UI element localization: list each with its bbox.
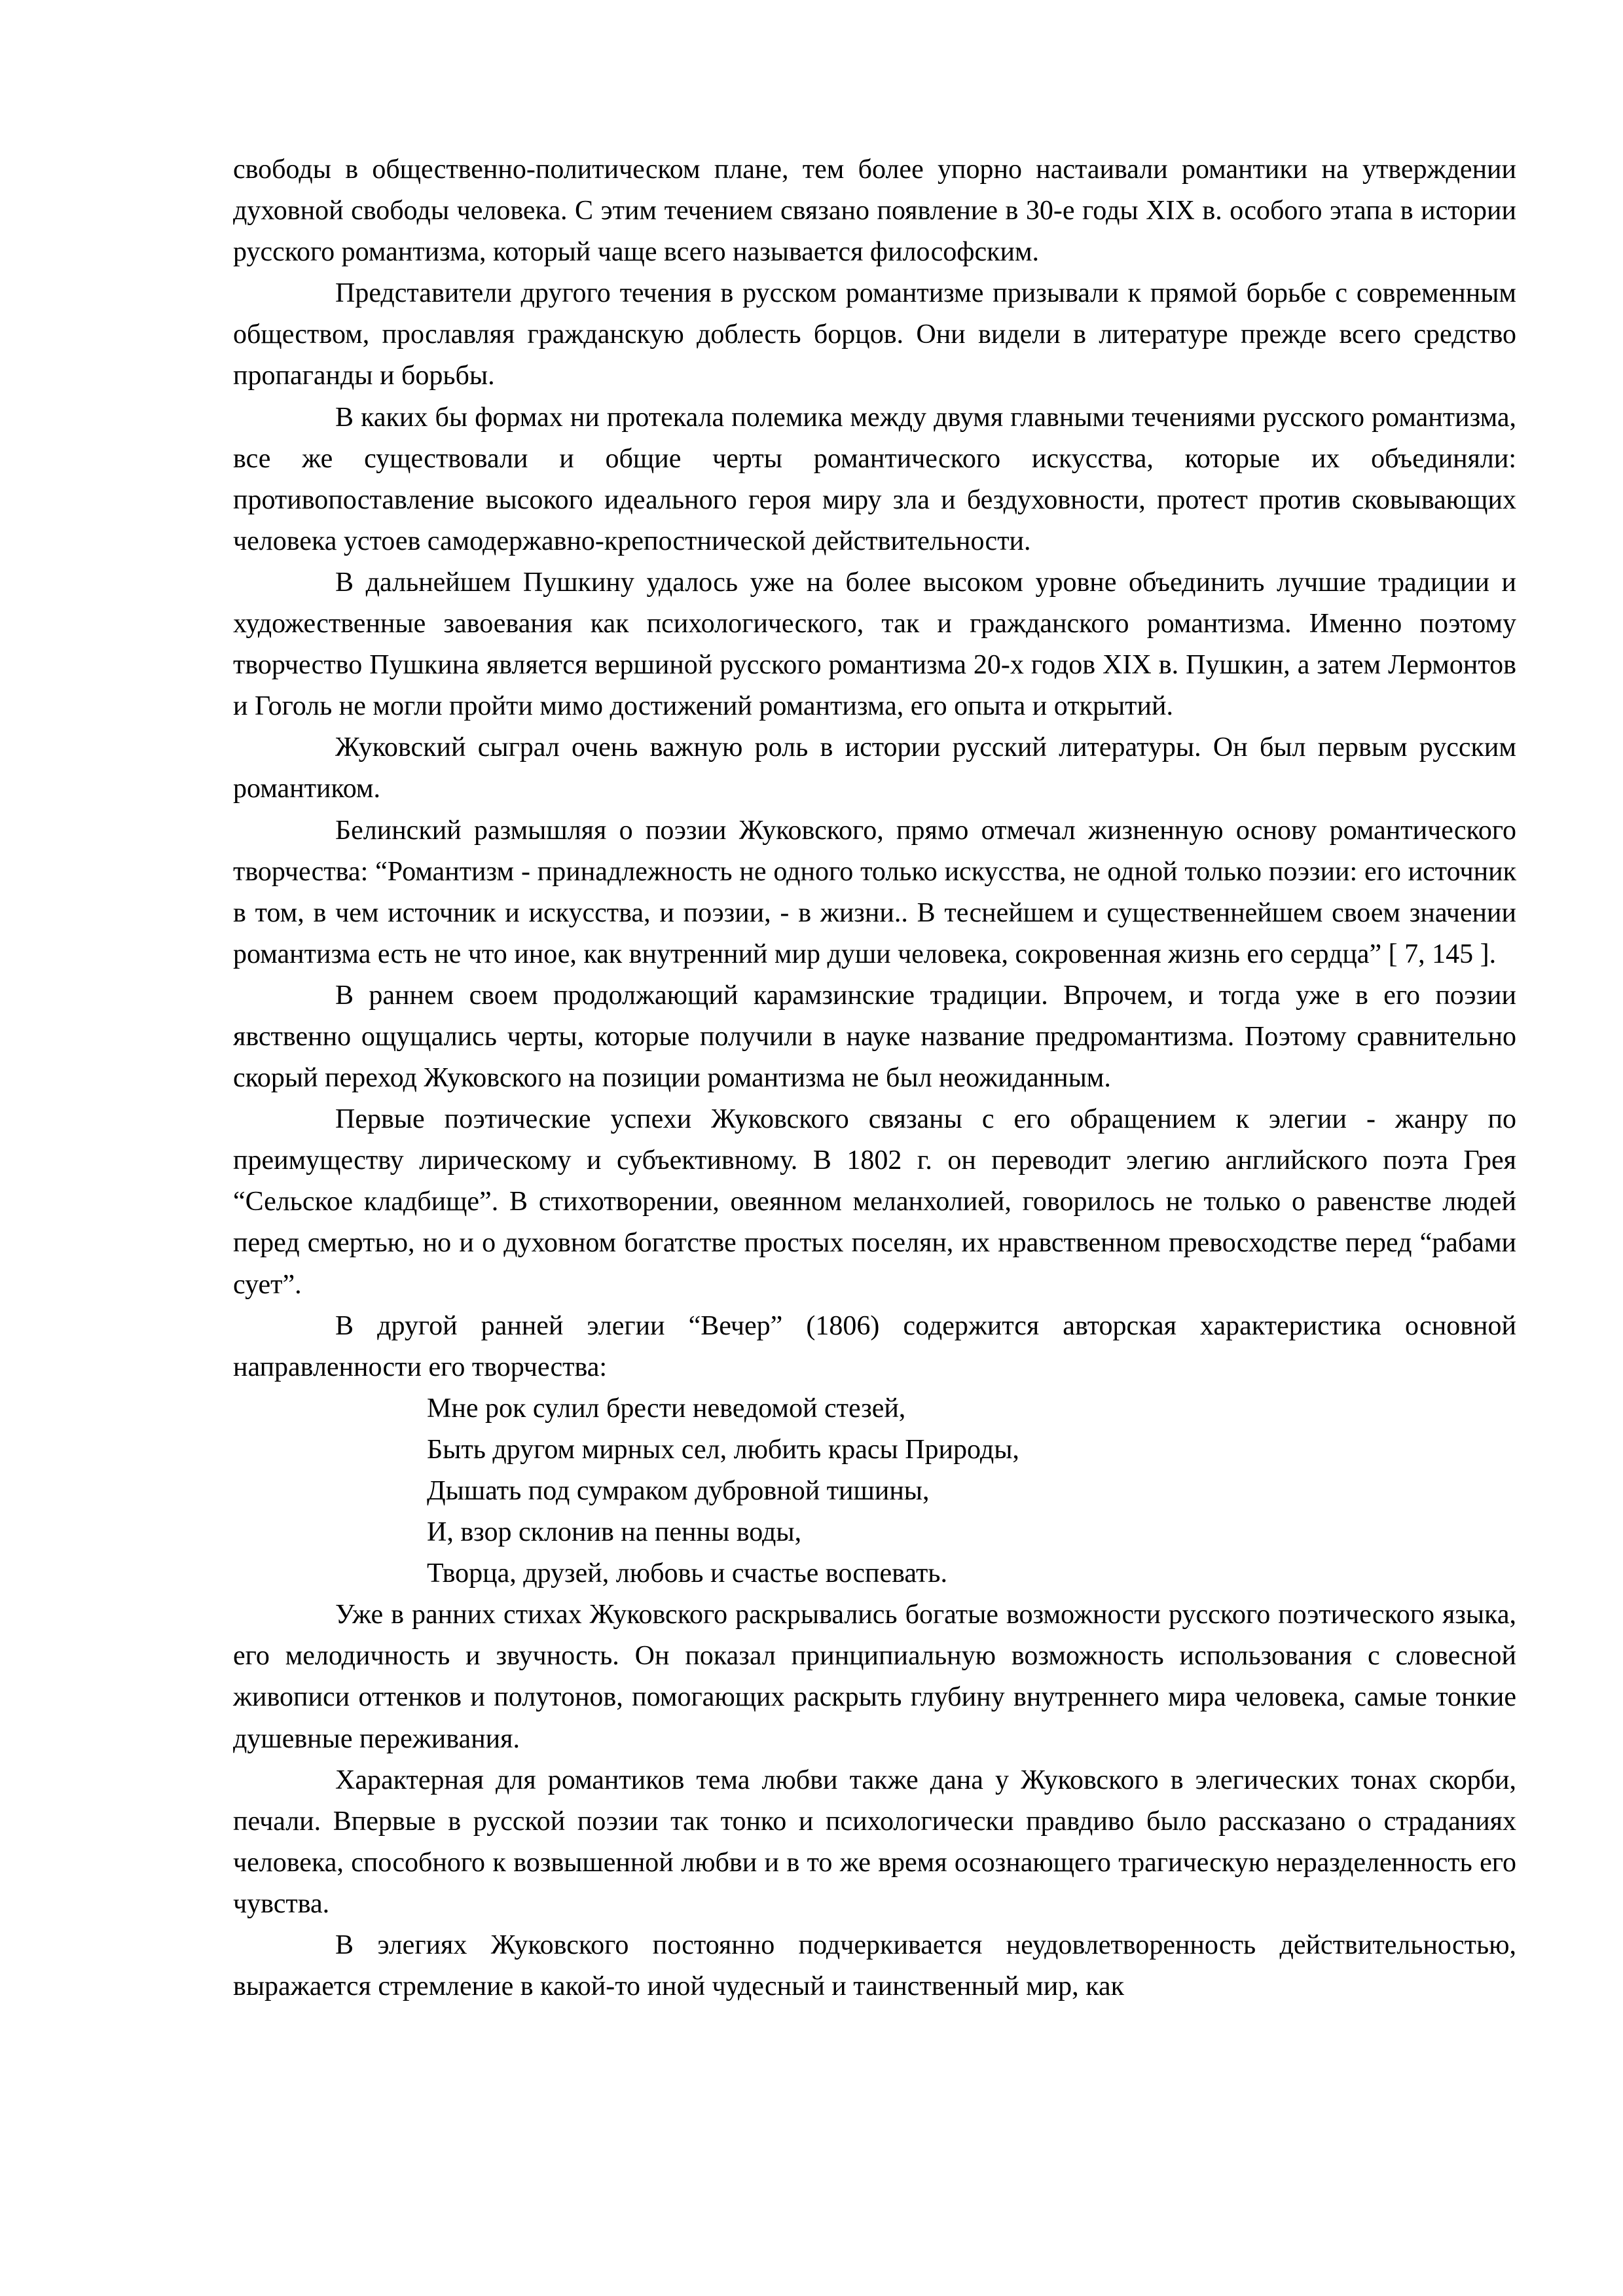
paragraph: Белинский размышляя о поэзии Жуковского, прямо отмечал жизненную основу романтического творчества: “Романтизм - принадлежность не одного только искусства, не одной только поэзии: его источник в том, в чем источник и искусства, и поэзии, - в жизни.. В теснейшем и существеннейшем своем значении романтизма есть не что иное, как внутренний мир души человека, сокровенная жизнь его сердца” [ 7, 145 ]. — [233, 815, 1516, 969]
paragraph: В раннем своем продолжающий карамзинские традиции. Впрочем, и тогда уже в его поэзии явственно ощущались черты, которые получили в науке название предромантизма. Поэтому сравнительно скорый переход Жуковского на позиции романтизма не был неожиданным. — [233, 980, 1516, 1094]
paragraph: В каких бы формах ни протекала полемика между двумя главными течениями русского романтизма, все же существовали и общие черты романтического искусства, которые их объединяли: противопоставление высокого идеального героя миру зла и бездуховности, протест против сковывающих человека устоев самодержавно-крепостнической действительности. — [233, 402, 1516, 556]
paragraph: Первые поэтические успехи Жуковского связаны с его обращением к элегии - жанру по преимуществу лирическому и субъективному. В 1802 г. он переводит элегию английского поэта Грея “Сельское кладбище”. В стихотворении, овеянном меланхолией, говорилось не только о равенстве людей перед смертью, но и о духовном богатстве простых поселян, их нравственном превосходстве перед “рабами сует”. — [233, 1104, 1516, 1300]
paragraph: Представители другого течения в русском романтизме призывали к прямой борьбе с современным обществом, прославляя гражданскую доблесть борцов. Они видели в литературе прежде всего средство пропаганды и борьбы. — [233, 278, 1516, 391]
paragraph: В дальнейшем Пушкину удалось уже на более высоком уровне объединить лучшие традиции и художественные завоевания как психологического, так и гражданского романтизма. Именно поэтому творчество Пушкина является вершиной русского романтизма 20-х годов XIX в. Пушкин, а затем Лермонтов и Гоголь не могли пройти мимо достижений романтизма, его опыта и открытий. — [233, 567, 1516, 722]
paragraph: Уже в ранних стихах Жуковского раскрывались богатые возможности русского поэтического языка, его мелодичность и звучность. Он показал принципиальную возможность использования с словесной живописи оттенков и полутонов, помогающих раскрыть глубину внутреннего мира человека, самые тонкие душевные переживания. — [233, 1600, 1516, 1754]
verse-line: Мне рок сулил брести неведомой стезей, — [427, 1393, 906, 1424]
verse-line: Творца, друзей, любовь и счастье воспевать. — [427, 1558, 947, 1589]
paragraph: свободы в общественно-политическом плане, тем более упорно настаивали романтики на утверждении духовной свободы человека. С этим течением связано появление в 30-е годы XIX в. особого этапа в истории русского романтизма, который чаще всего называется философским. — [233, 154, 1516, 268]
paragraph: Характерная для романтиков тема любви также дана у Жуковского в элегических тонах скорби, печали. Впервые в русской поэзии так тонко и психологически правдиво было рассказано о страданиях человека, способного к возвышенной любви и в то же время осознающего трагическую неразделенность его чувства. — [233, 1765, 1516, 1919]
verse-line: Быть другом мирных сел, любить красы Природы, — [427, 1434, 1019, 1465]
paragraph: В другой ранней элегии “Вечер” (1806) содержится авторская характеристика основной направленности его творчества: — [233, 1310, 1516, 1382]
verse-line: И, взор склонив на пенны воды, — [427, 1517, 802, 1548]
poem-quote — [427, 1388, 1516, 1594]
verse-line: Дышать под сумраком дубровной тишины, — [427, 1476, 930, 1506]
paragraph: В элегиях Жуковского постоянно подчеркивается неудовлетворенность действительностью, выражается стремление в какой-то иной чудесный и таинственный мир, как — [233, 1930, 1516, 2002]
document-page — [233, 149, 1516, 2007]
paragraph: Жуковский сыграл очень важную роль в истории русский литературы. Он был первым русским романтиком. — [233, 732, 1516, 804]
